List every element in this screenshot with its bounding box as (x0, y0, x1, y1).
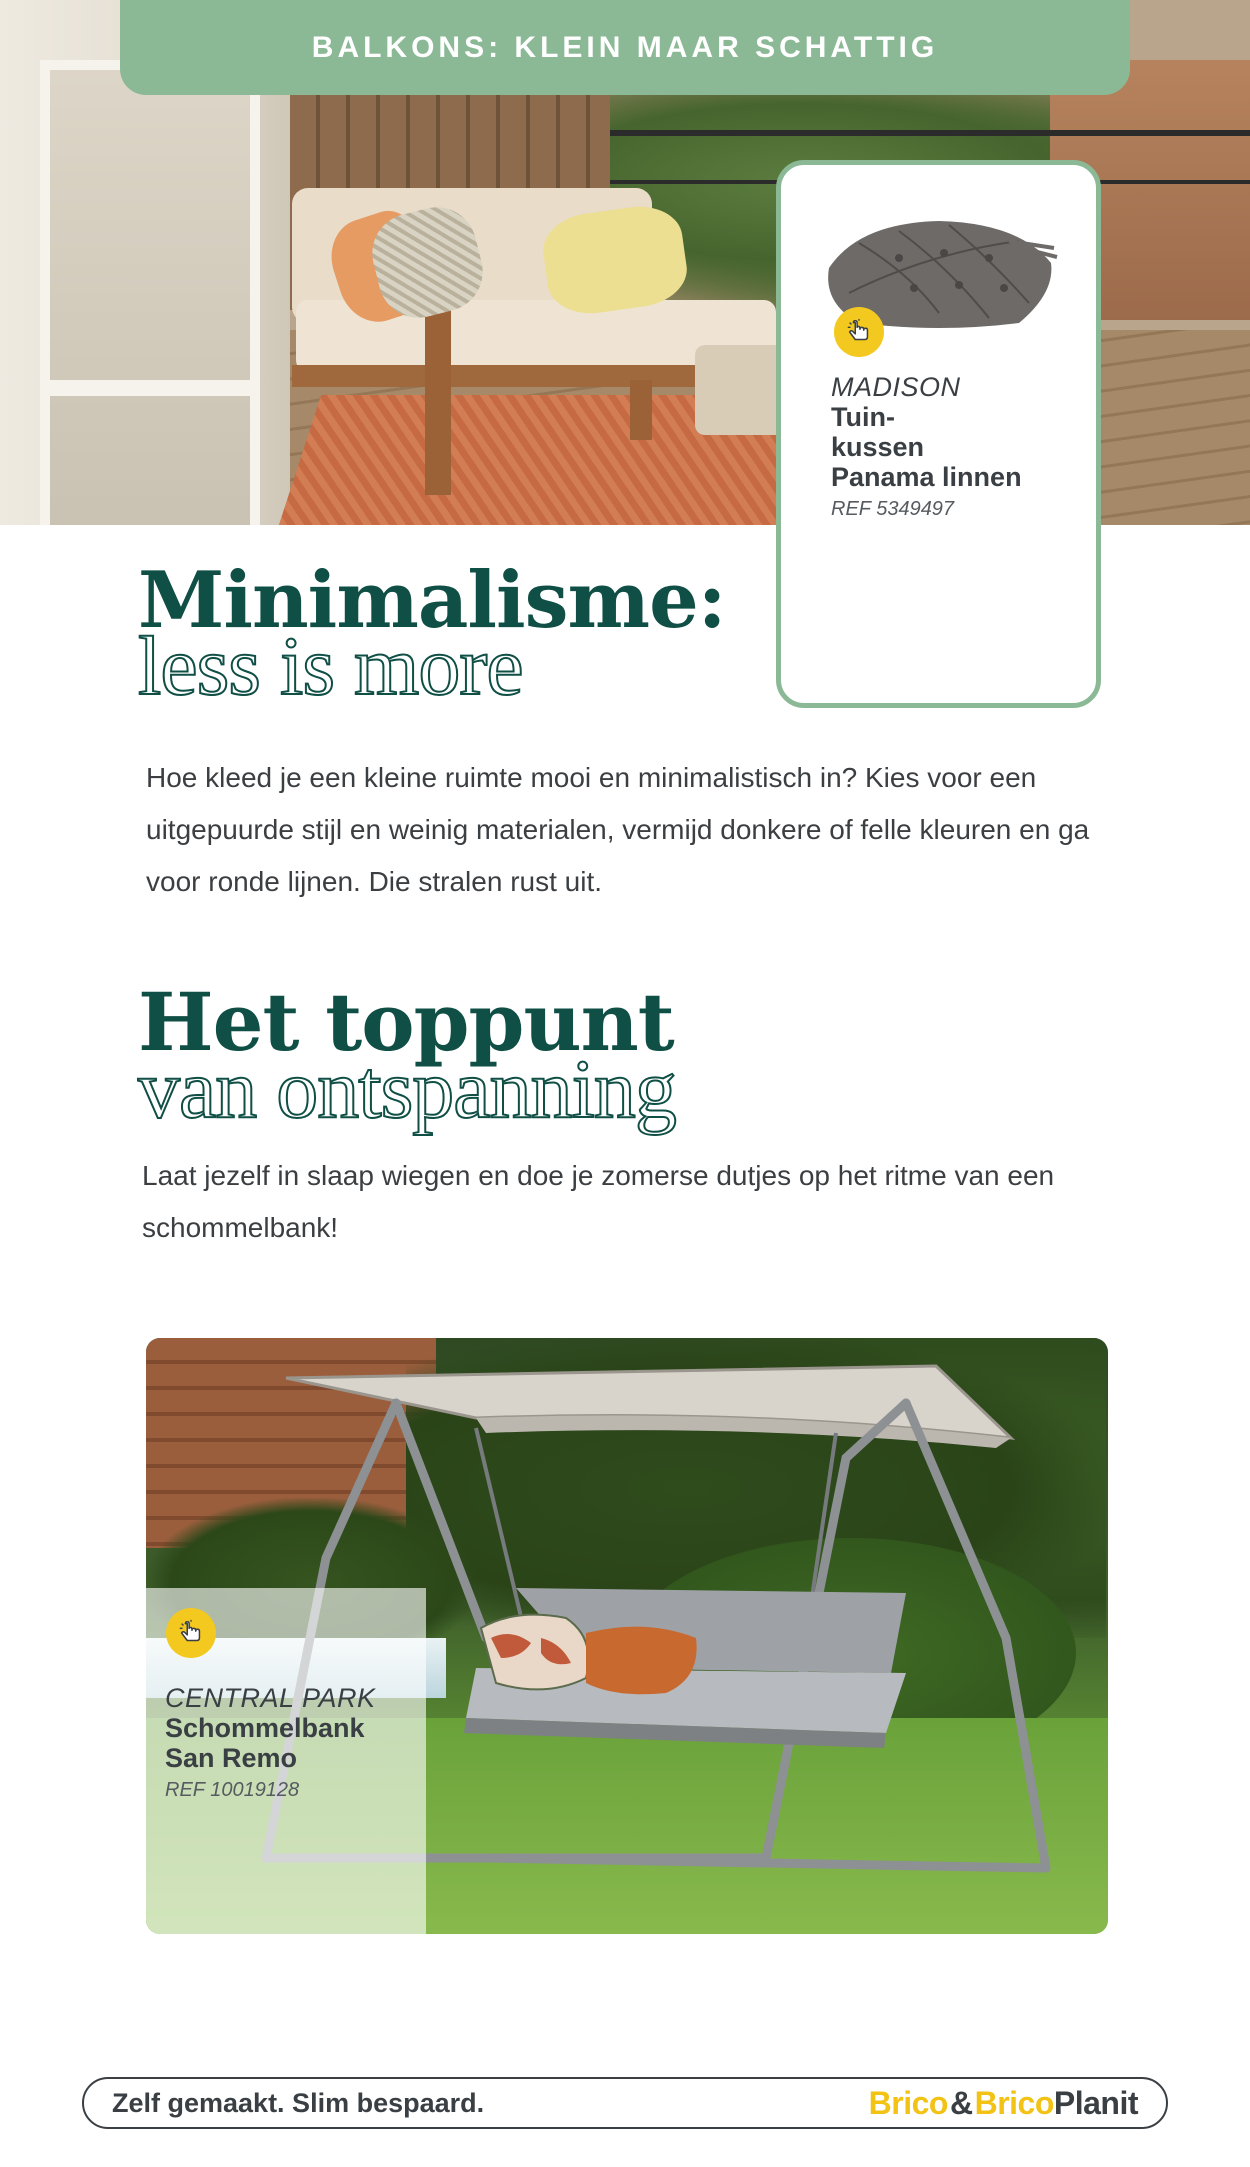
footer-tagline: Zelf gemaakt. Slim bespaard. (112, 2087, 485, 2118)
logo-brico: Brico (868, 2084, 948, 2121)
product-brand: MADISON (831, 372, 961, 402)
logo-ampersand: & (949, 2084, 973, 2121)
product-name-line: Panama linnen (831, 462, 1022, 492)
footer-bar (82, 2077, 1168, 2129)
logo-planit: Planit (1053, 2084, 1138, 2121)
swing-ref: REF 10019128 (165, 1779, 300, 1801)
logo-brico-2: Brico (974, 2084, 1054, 2121)
product-ref: REF 5349497 (831, 498, 955, 520)
swing-name-line: San Remo (165, 1743, 298, 1773)
product-name-line: Tuin- (831, 402, 895, 432)
section2-subheading: van ontspanning (138, 1043, 676, 1136)
swing-brand: CENTRAL PARK (165, 1683, 376, 1713)
swing-bench-photo (146, 1338, 1108, 1934)
product-name-line: kussen (831, 432, 925, 462)
section1-heading: Minimalisme: (138, 555, 726, 646)
pointing-hand-icon[interactable] (166, 1608, 216, 1658)
section1-paragraph: Hoe kleed je een kleine ruimte mooi en minimalistisch in? Kies voor een uitgepuurde stijl en weinig materialen, vermijd donkere of felle kleuren en ga voor ronde lijnen. Die stralen rust uit. (146, 762, 1090, 897)
pointing-hand-icon[interactable] (834, 307, 884, 357)
product-card-madison[interactable] (776, 160, 1101, 708)
section-banner (120, 0, 1130, 95)
section1-subheading: less is more (138, 620, 523, 713)
banner-title: BALKONS: KLEIN MAAR SCHATTIG (311, 30, 939, 64)
brico-planit-logo[interactable] (869, 2085, 1138, 2122)
swing-product-info[interactable] (165, 1683, 425, 1802)
section2-heading: Het toppunt (138, 975, 674, 1069)
swing-name-line: Schommelbank (165, 1713, 365, 1743)
section2-paragraph: Laat jezelf in slaap wiegen en doe je zomerse dutjes op het ritme van een schommelbank! (142, 1160, 1055, 1243)
